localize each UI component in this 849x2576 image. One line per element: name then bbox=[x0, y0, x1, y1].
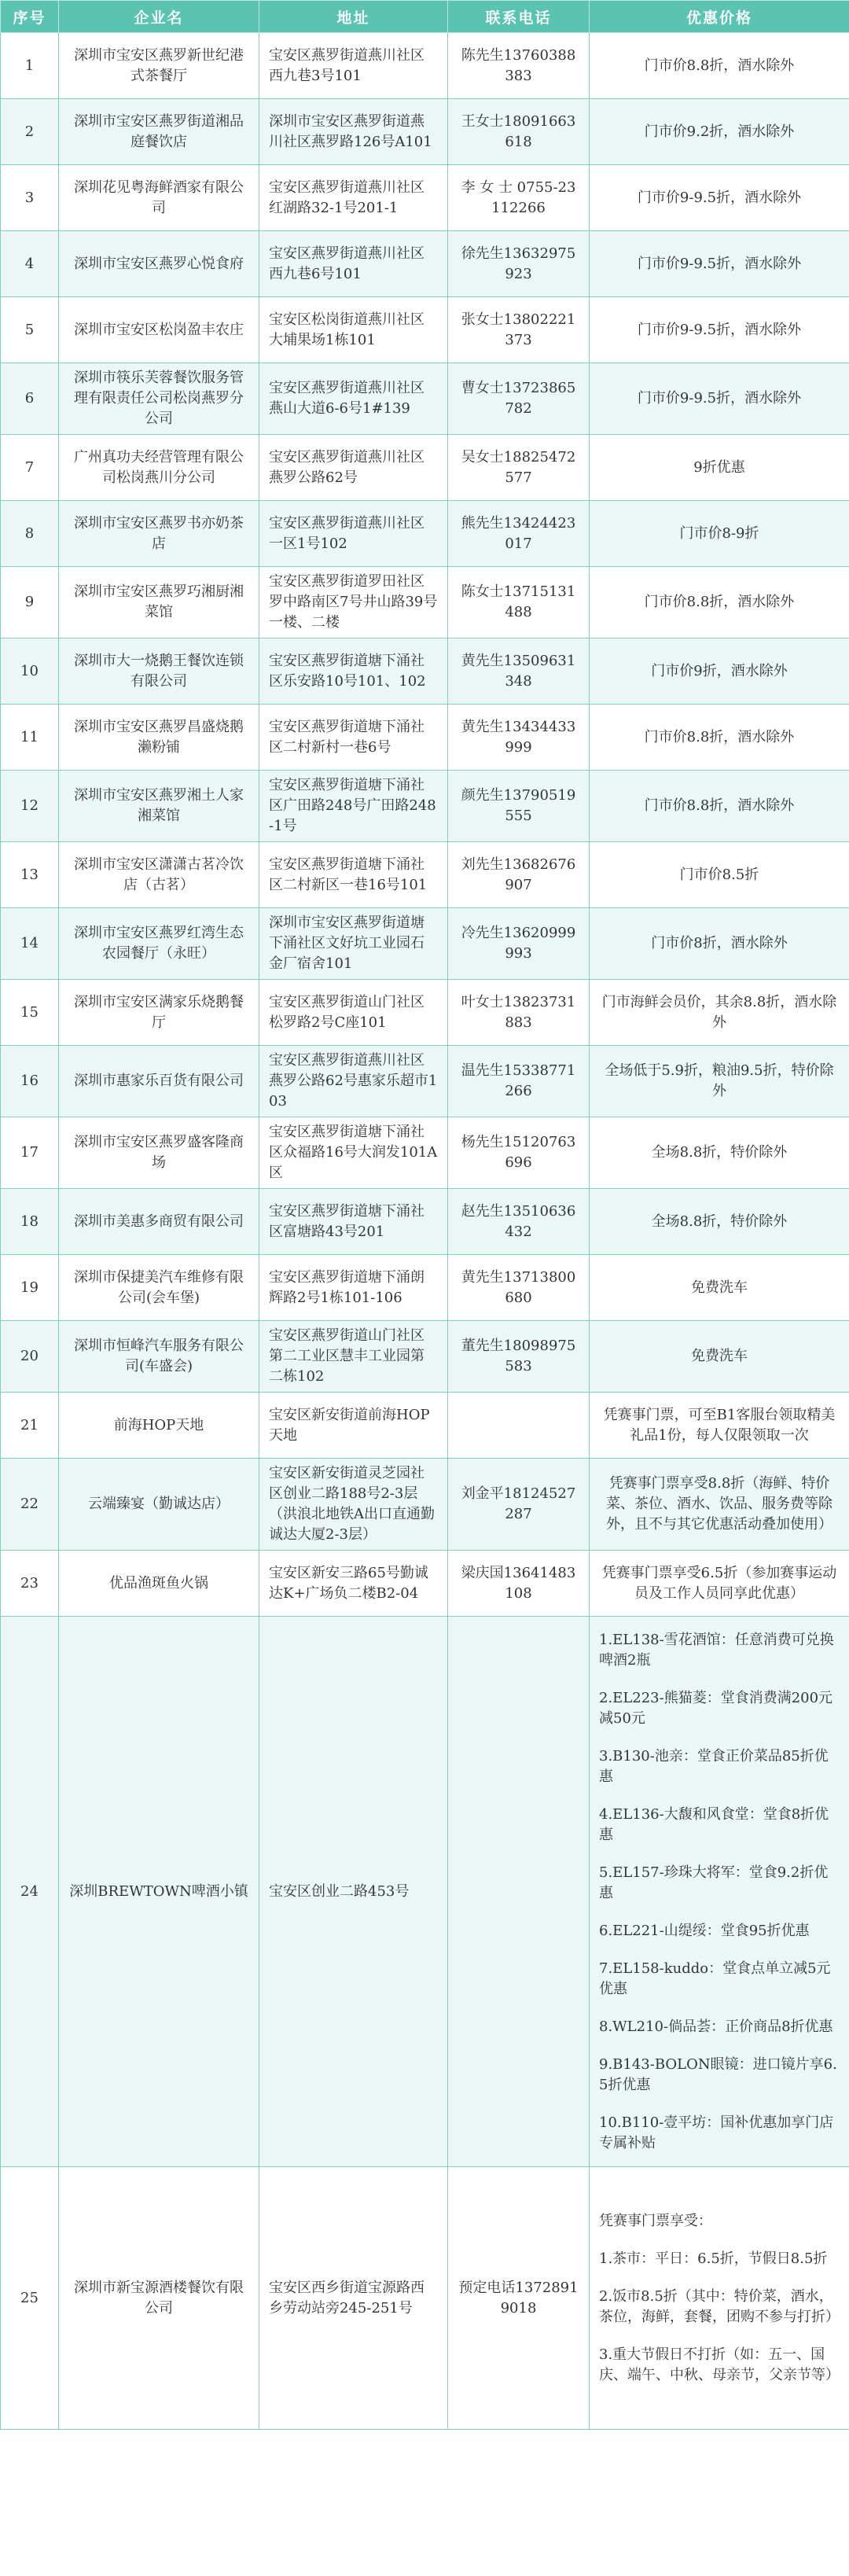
company-name: 深圳市宝安区燕罗新世纪港式茶餐厅 bbox=[59, 33, 259, 99]
table-row bbox=[1, 638, 849, 705]
contact-phone: 赵先生13510636432 bbox=[448, 1189, 590, 1255]
table-row bbox=[1, 2167, 849, 2430]
table-row bbox=[1, 1046, 849, 1117]
table-row bbox=[1, 33, 849, 99]
discount-item: 4.EL136-大馥和风食堂：堂食8折优惠 bbox=[599, 1805, 829, 1843]
company-name: 深圳市保捷美汽车维修有限公司(会车堡) bbox=[59, 1255, 259, 1321]
company-name: 深圳市筷乐芙蓉餐饮服务管理有限责任公司松岗燕罗分公司 bbox=[59, 363, 259, 435]
row-number: 20 bbox=[1, 1321, 59, 1393]
discount-item: 1.茶市：平日：6.5折，节假日8.5折 bbox=[599, 2250, 828, 2267]
header-name: 企业名 bbox=[59, 1, 259, 33]
row-number: 22 bbox=[1, 1459, 59, 1551]
contact-phone: 吴女士18825472577 bbox=[448, 435, 590, 501]
discount-price: 门市价9-9.5折，酒水除外 bbox=[590, 363, 849, 435]
contact-phone: 黄先生13509631348 bbox=[448, 638, 590, 705]
discount-price: 门市价8.5折 bbox=[590, 842, 849, 908]
contact-phone: 熊先生13424423017 bbox=[448, 501, 590, 567]
contact-phone bbox=[448, 1617, 590, 2167]
discount-price: 门市价9折，酒水除外 bbox=[590, 638, 849, 705]
discount-price: 凭赛事门票，可至B1客服台领取精美礼品1份，每人仅限领取一次 bbox=[590, 1393, 849, 1459]
table-row bbox=[1, 567, 849, 638]
discount-price: 全场8.8折，特价除外 bbox=[590, 1189, 849, 1255]
company-name: 深圳市宝安区燕罗盛客隆商场 bbox=[59, 1117, 259, 1189]
discount-price: 门市价8.8折，酒水除外 bbox=[590, 567, 849, 638]
table-row bbox=[1, 1117, 849, 1189]
address: 宝安区燕罗街道塘下涌朗辉路2号1栋101-106 bbox=[259, 1255, 448, 1321]
address: 宝安区燕罗街道燕川社区一区1号102 bbox=[259, 501, 448, 567]
address: 深圳市宝安区燕罗街道塘下涌社区文好坑工业园石金厂宿舍101 bbox=[259, 908, 448, 980]
table-row bbox=[1, 980, 849, 1046]
discount-price: 门市价8折，酒水除外 bbox=[590, 908, 849, 980]
row-number: 14 bbox=[1, 908, 59, 980]
row-number: 10 bbox=[1, 638, 59, 705]
contact-phone: 冷先生13620999993 bbox=[448, 908, 590, 980]
address: 宝安区燕罗街道燕川社区西九巷6号101 bbox=[259, 231, 448, 297]
company-name: 广州真功夫经营管理有限公司松岗燕川分公司 bbox=[59, 435, 259, 501]
discount-item: 7.EL158-kuddo：堂食点单立减5元优惠 bbox=[599, 1960, 831, 1997]
company-name: 前海HOP天地 bbox=[59, 1393, 259, 1459]
contact-phone bbox=[448, 1393, 590, 1459]
row-number: 6 bbox=[1, 363, 59, 435]
company-name: 云端臻宴（勤诚达店） bbox=[59, 1459, 259, 1551]
discount-list bbox=[590, 1617, 849, 2167]
address: 宝安区燕罗街道山门社区第二工业区慧丰工业园第二栋102 bbox=[259, 1321, 448, 1393]
company-name: 深圳市宝安区潇潇古茗冷饮店（古茗） bbox=[59, 842, 259, 908]
contact-phone: 王女士18091663618 bbox=[448, 99, 590, 165]
contact-phone: 董先生18098975583 bbox=[448, 1321, 590, 1393]
company-name: 深圳市宝安区燕罗巧湘厨湘菜馆 bbox=[59, 567, 259, 638]
contact-phone: 陈女士13715131488 bbox=[448, 567, 590, 638]
header-no: 序号 bbox=[1, 1, 59, 33]
contact-phone: 黄先生13713800680 bbox=[448, 1255, 590, 1321]
address: 宝安区燕罗街道塘下涌社区二村新村一巷6号 bbox=[259, 705, 448, 771]
discount-item: 1.EL138-雪花酒馆：任意消费可兑换啤酒2瓶 bbox=[599, 1631, 834, 1669]
table-row bbox=[1, 231, 849, 297]
discount-item: 3.B130-池亲：堂食正价菜品85折优惠 bbox=[599, 1747, 829, 1785]
company-name: 深圳市美惠多商贸有限公司 bbox=[59, 1189, 259, 1255]
contact-phone: 陈先生13760388383 bbox=[448, 33, 590, 99]
contact-phone: 颜先生13790519555 bbox=[448, 771, 590, 842]
address: 宝安区燕罗街道燕川社区红湖路32-1号201-1 bbox=[259, 165, 448, 231]
company-name: 深圳市宝安区燕罗昌盛烧鹅濑粉铺 bbox=[59, 705, 259, 771]
row-number: 18 bbox=[1, 1189, 59, 1255]
discount-price: 全场8.8折，特价除外 bbox=[590, 1117, 849, 1189]
table-row bbox=[1, 705, 849, 771]
address: 宝安区燕罗街道塘下涌社区乐安路10号101、102 bbox=[259, 638, 448, 705]
address: 深圳市宝安区燕罗街道燕川社区燕罗路126号A101 bbox=[259, 99, 448, 165]
discount-price: 门市价9.2折，酒水除外 bbox=[590, 99, 849, 165]
table-row bbox=[1, 1617, 849, 2167]
row-number: 25 bbox=[1, 2167, 59, 2430]
address: 宝安区创业二路453号 bbox=[259, 1617, 448, 2167]
discount-item: 10.B110-壹平坊：国补优惠加享门店专属补贴 bbox=[599, 2114, 834, 2151]
discount-item: 5.EL157-珍珠大将军：堂食9.2折优惠 bbox=[599, 1864, 829, 1901]
company-name: 深圳市大一烧鹅王餐饮连锁有限公司 bbox=[59, 638, 259, 705]
table-row bbox=[1, 1551, 849, 1617]
discount-price: 门市价8-9折 bbox=[590, 501, 849, 567]
address: 宝安区松岗街道燕川社区大埔果场1栋101 bbox=[259, 297, 448, 363]
company-name: 深圳市新宝源酒楼餐饮有限公司 bbox=[59, 2167, 259, 2430]
row-number: 7 bbox=[1, 435, 59, 501]
discount-price: 免费洗车 bbox=[590, 1321, 849, 1393]
company-name: 深圳市恒峰汽车服务有限公司(车盛会) bbox=[59, 1321, 259, 1393]
discount-price: 全场低于5.9折，粮油9.5折，特价除外 bbox=[590, 1046, 849, 1117]
row-number: 24 bbox=[1, 1617, 59, 2167]
address: 宝安区燕罗街道燕川社区燕罗公路62号惠家乐超市103 bbox=[259, 1046, 448, 1117]
address: 宝安区燕罗街道塘下涌社区富塘路43号201 bbox=[259, 1189, 448, 1255]
discount-item: 9.B143-BOLON眼镜：进口镜片享6.5折优惠 bbox=[599, 2055, 837, 2093]
table-row bbox=[1, 842, 849, 908]
row-number: 15 bbox=[1, 980, 59, 1046]
table-row bbox=[1, 1321, 849, 1393]
discount-price: 门市海鲜会员价，其余8.8折，酒水除外 bbox=[590, 980, 849, 1046]
row-number: 3 bbox=[1, 165, 59, 231]
table-row bbox=[1, 435, 849, 501]
row-number: 4 bbox=[1, 231, 59, 297]
header-phone: 联系电话 bbox=[448, 1, 590, 33]
discount-item: 2.饭市8.5折（其中：特价菜，酒水，茶位，海鲜，套餐，团购不参与打折） bbox=[599, 2287, 840, 2325]
row-number: 11 bbox=[1, 705, 59, 771]
discount-price: 凭赛事门票享受8.8折（海鲜、特价菜、茶位、酒水、饮品、服务费等除外，且不与其它优惠活动叠加使用） bbox=[590, 1459, 849, 1551]
address: 宝安区新安街道前海HOP天地 bbox=[259, 1393, 448, 1459]
contact-phone: 预定电话13728919018 bbox=[448, 2167, 590, 2430]
address: 宝安区燕罗街道燕川社区燕罗公路62号 bbox=[259, 435, 448, 501]
discount-price: 凭赛事门票享受6.5折（参加赛事运动员及工作人员同享此优惠） bbox=[590, 1551, 849, 1617]
table-row bbox=[1, 165, 849, 231]
table-row bbox=[1, 1393, 849, 1459]
table-row bbox=[1, 1189, 849, 1255]
contact-phone: 刘金平18124527287 bbox=[448, 1459, 590, 1551]
row-number: 1 bbox=[1, 33, 59, 99]
company-name: 深圳花见粤海鲜酒家有限公司 bbox=[59, 165, 259, 231]
row-number: 8 bbox=[1, 501, 59, 567]
row-number: 17 bbox=[1, 1117, 59, 1189]
discount-price: 门市价9-9.5折，酒水除外 bbox=[590, 297, 849, 363]
discount-item: 3.重大节假日不打折（如：五一、国庆、端午、中秋、母亲节，父亲节等） bbox=[599, 2346, 840, 2383]
row-number: 19 bbox=[1, 1255, 59, 1321]
row-number: 23 bbox=[1, 1551, 59, 1617]
address: 宝安区新安三路65号勤诚达K+广场负二楼B2-04 bbox=[259, 1551, 448, 1617]
discount-price: 门市价9-9.5折，酒水除外 bbox=[590, 165, 849, 231]
discount-item: 2.EL223-熊猫菱：堂食消费满200元减50元 bbox=[599, 1689, 833, 1727]
discount-price: 门市价8.8折，酒水除外 bbox=[590, 771, 849, 842]
row-number: 21 bbox=[1, 1393, 59, 1459]
company-name: 深圳市惠家乐百货有限公司 bbox=[59, 1046, 259, 1117]
table-row bbox=[1, 1459, 849, 1551]
address: 宝安区燕罗街道山门社区松罗路2号C座101 bbox=[259, 980, 448, 1046]
company-name: 深圳市宝安区松岗盈丰农庄 bbox=[59, 297, 259, 363]
contact-phone: 温先生15338771266 bbox=[448, 1046, 590, 1117]
company-name: 深圳市宝安区满家乐烧鹅餐厅 bbox=[59, 980, 259, 1046]
address: 宝安区西乡街道宝源路西乡劳动站旁245-251号 bbox=[259, 2167, 448, 2430]
table-row bbox=[1, 297, 849, 363]
table-row bbox=[1, 363, 849, 435]
table-row bbox=[1, 771, 849, 842]
discount-list bbox=[590, 2167, 849, 2430]
contact-phone: 叶女士13823731883 bbox=[448, 980, 590, 1046]
row-number: 9 bbox=[1, 567, 59, 638]
row-number: 16 bbox=[1, 1046, 59, 1117]
table-row bbox=[1, 908, 849, 980]
company-name: 深圳市宝安区燕罗心悦食府 bbox=[59, 231, 259, 297]
company-name: 优品渔斑鱼火锅 bbox=[59, 1551, 259, 1617]
address: 宝安区燕罗街道燕川社区西九巷3号101 bbox=[259, 33, 448, 99]
row-number: 5 bbox=[1, 297, 59, 363]
discount-price: 9折优惠 bbox=[590, 435, 849, 501]
discount-item: 凭赛事门票享受： bbox=[599, 2212, 712, 2229]
contact-phone: 杨先生15120763696 bbox=[448, 1117, 590, 1189]
company-name: 深圳市宝安区燕罗湘土人家湘菜馆 bbox=[59, 771, 259, 842]
contact-phone: 黄先生13434433999 bbox=[448, 705, 590, 771]
discount-price: 门市价8.8折，酒水除外 bbox=[590, 705, 849, 771]
row-number: 13 bbox=[1, 842, 59, 908]
header-address: 地址 bbox=[259, 1, 448, 33]
address: 宝安区燕罗街道塘下涌社区广田路248号广田路248-1号 bbox=[259, 771, 448, 842]
discount-price: 免费洗车 bbox=[590, 1255, 849, 1321]
table-body bbox=[1, 33, 849, 2430]
contact-phone: 曹女士13723865782 bbox=[448, 363, 590, 435]
row-number: 12 bbox=[1, 771, 59, 842]
company-name: 深圳市宝安区燕罗书亦奶茶店 bbox=[59, 501, 259, 567]
address: 宝安区新安街道灵芝园社区创业二路188号2-3层（洪浪北地铁A出口直通勤诚达大厦2-3层） bbox=[259, 1459, 448, 1551]
discount-item: 8.WL210-倘品荟：正价商品8折优惠 bbox=[599, 2018, 833, 2035]
table-row bbox=[1, 1255, 849, 1321]
table-header-row bbox=[1, 1, 849, 33]
address: 宝安区燕罗街道塘下涌社区众福路16号大润发101A区 bbox=[259, 1117, 448, 1189]
contact-phone: 张女士13802221373 bbox=[448, 297, 590, 363]
contact-phone: 刘先生13682676907 bbox=[448, 842, 590, 908]
discount-price: 门市价8.8折，酒水除外 bbox=[590, 33, 849, 99]
address: 宝安区燕罗街道罗田社区罗中路南区7号井山路39号一楼、二楼 bbox=[259, 567, 448, 638]
contact-phone: 李 女 士 0755-23112266 bbox=[448, 165, 590, 231]
header-discount: 优惠价格 bbox=[590, 1, 849, 33]
row-number: 2 bbox=[1, 99, 59, 165]
address: 宝安区燕罗街道燕川社区燕山大道6-6号1#139 bbox=[259, 363, 448, 435]
contact-phone: 梁庆国13641483108 bbox=[448, 1551, 590, 1617]
table-row bbox=[1, 501, 849, 567]
company-name: 深圳市宝安区燕罗街道湘品庭餐饮店 bbox=[59, 99, 259, 165]
company-name: 深圳BREWTOWN啤酒小镇 bbox=[59, 1617, 259, 2167]
table-row bbox=[1, 99, 849, 165]
discount-item: 6.EL221-山缇绥：堂食95折优惠 bbox=[599, 1922, 810, 1939]
discount-price: 门市价9-9.5折，酒水除外 bbox=[590, 231, 849, 297]
contact-phone: 徐先生13632975923 bbox=[448, 231, 590, 297]
address: 宝安区燕罗街道塘下涌社区二村新区一巷16号101 bbox=[259, 842, 448, 908]
company-name: 深圳市宝安区燕罗红湾生态农园餐厅（永旺） bbox=[59, 908, 259, 980]
